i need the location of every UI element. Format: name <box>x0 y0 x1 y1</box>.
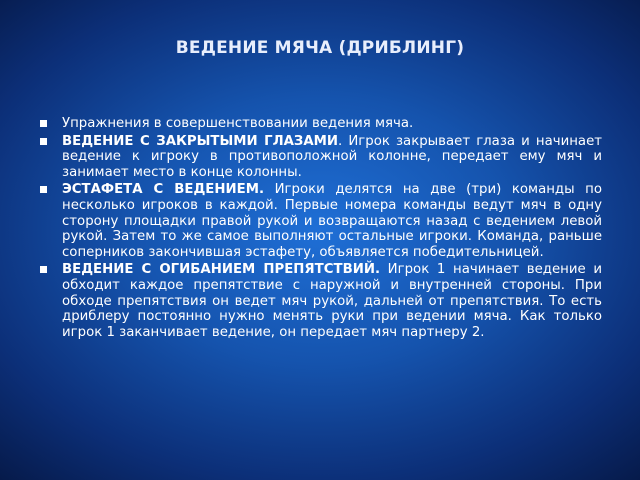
slide-title: ВЕДЕНИЕ МЯЧА (ДРИБЛИНГ) <box>175 38 465 58</box>
square-bullet-icon <box>40 120 47 127</box>
bullet-item <box>40 134 602 181</box>
square-bullet-icon <box>40 266 47 273</box>
bullet-text: Игрок 1 начинает ведение и обходит каждое препятствие с наружной и внутренней стороны. При обходе препятствия он ведет мяч рукой, дальней от препятствия. То есть дриблеру постоянно нужно менять руки при ведении мяча. Как только игрок 1 заканчивает ведение, он передает мяч партнеру 2. <box>62 262 602 340</box>
bullet-item <box>40 262 602 340</box>
bullet-lead: ЭСТАФЕТА С ВЕДЕНИЕМ. <box>62 182 265 198</box>
bullet-list <box>40 116 602 342</box>
bullet-item <box>40 182 602 260</box>
bullet-item <box>40 116 602 132</box>
bullet-lead: ВЕДЕНИЕ С ОГИБАНИЕМ ПРЕПЯТСТВИЙ. <box>62 262 381 278</box>
bullet-lead: ВЕДЕНИЕ С ЗАКРЫТЫМИ ГЛАЗАМИ <box>62 133 339 149</box>
square-bullet-icon <box>40 138 47 145</box>
bullet-text: . Игрок закрывает глаза и начинает ведение к игроку в противоположной колонне, передает ему мяч и занимает место в конце колонны. <box>62 133 603 180</box>
bullet-text: Игроки делятся на две (три) команды по несколько игроков в каждой. Первые номера команды ведут мяч в одну сторону площадки правой рукой и возвращаются назад с ведением левой рукой. Затем то же самое выполняют остальные игроки. Команда, раньше соперников закончившая эстафету, объявляется победительницей. <box>62 182 603 260</box>
square-bullet-icon <box>40 186 47 193</box>
bullet-text: Упражнения в совершенствовании ведения мяча. <box>62 116 414 131</box>
